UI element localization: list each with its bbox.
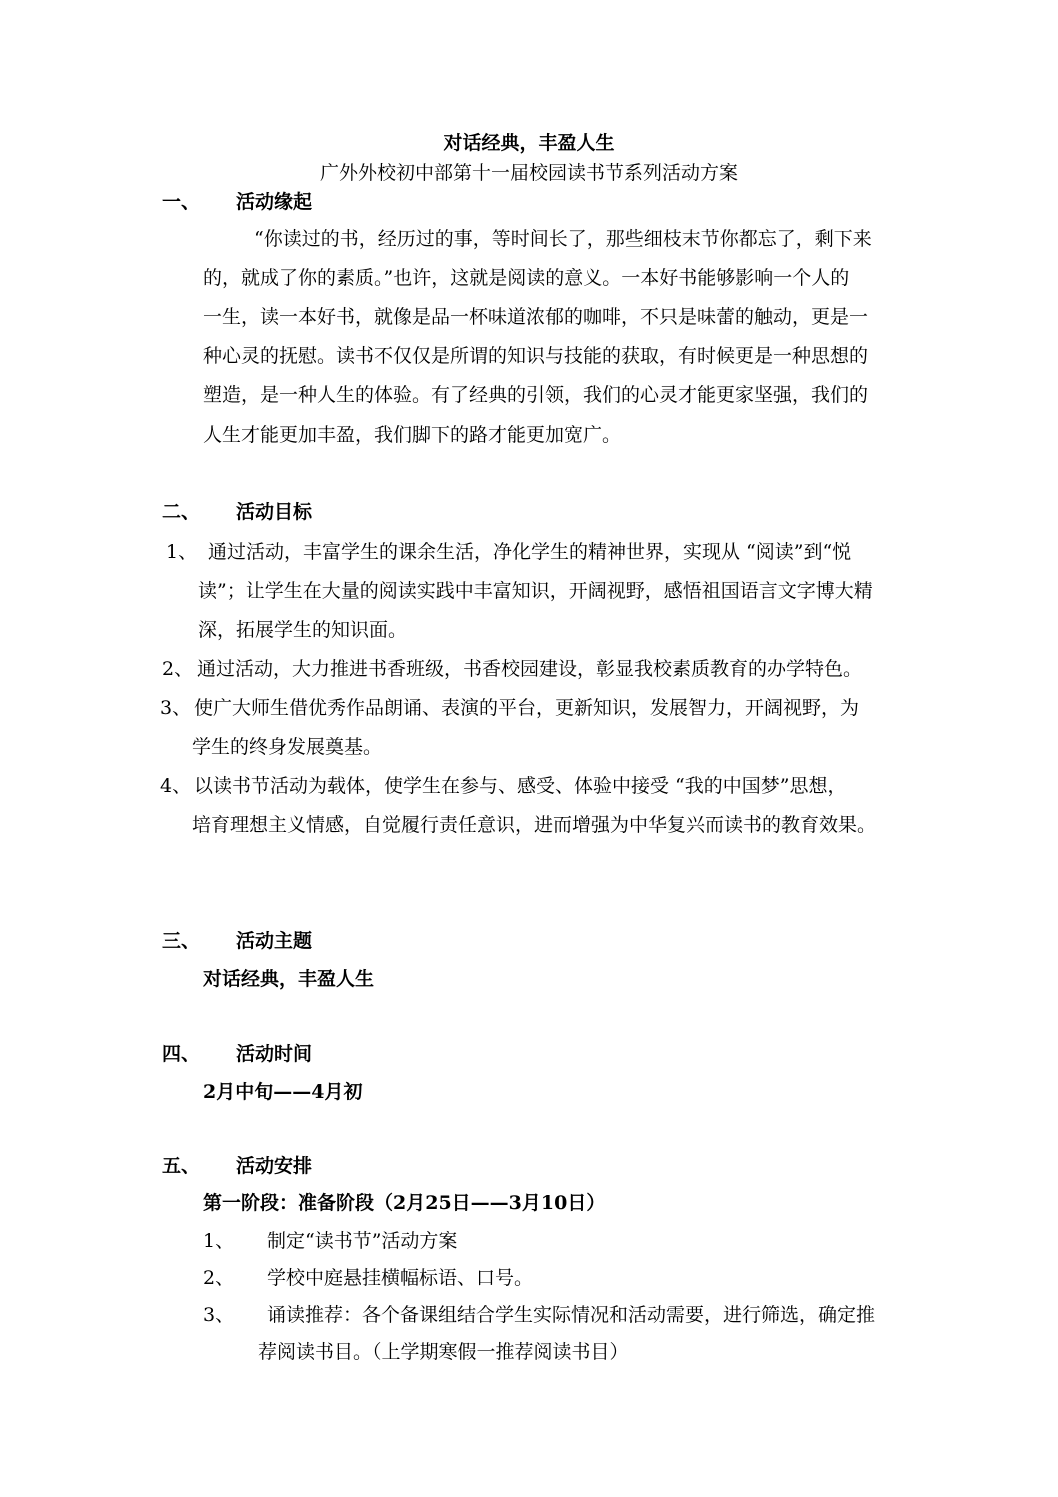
origin-line: 塑造，是一种人生的体验。有了经典的引领，我们的心灵才能更家坚强，我们的 [203,384,869,406]
document-subtitle: 广外外校初中部第十一届校园读书节系列活动方案 [319,162,738,184]
goal-3-line: 学生的终身发展奠基。 [192,736,383,758]
goal-4-line: 以读书节活动为载体，使学生在参与、感受、体验中接受 “我的中国梦”思想， [194,775,847,797]
origin-line: 一生，读一本好书，就像是品一杯味道浓郁的咖啡，不只是味蕾的触动，更是一 [203,306,869,328]
goal-4-number: 4、 [160,775,192,797]
goal-1-line: 深，拓展学生的知识面。 [198,619,408,641]
origin-line: 人生才能更加丰盈，我们脚下的路才能更加宽广。 [203,424,622,446]
section-3-title: 活动主题 [236,930,313,952]
arrangement-item-3-number: 3、 [203,1304,235,1326]
goal-4-line: 培育理想主义情感，自觉履行责任意识，进而增强为中华复兴而读书的教育效果。 [192,814,877,836]
arrangement-item-1-line: 制定“读书节”活动方案 [267,1230,458,1252]
section-2-title: 活动目标 [236,501,313,523]
goal-1-number: 1、 [166,541,198,563]
arrangement-item-2-line: 学校中庭悬挂横幅标语、口号。 [267,1267,534,1289]
section-5-number: 五、 [162,1155,201,1177]
arrangement-item-1-number: 1、 [203,1230,235,1252]
section-2-number: 二、 [162,501,201,523]
section-1-title: 活动缘起 [236,191,313,213]
goal-1-line: 通过活动，丰富学生的课余生活，净化学生的精神世界，实现从 “阅读”到“悦 [208,541,852,563]
section-1-number: 一、 [162,191,201,213]
goal-3-number: 3、 [160,697,192,719]
goal-1-line: 读”；让学生在大量的阅读实践中丰富知识，开阔视野，感悟祖国语言文字博大精 [198,580,873,602]
origin-line: “你读过的书，经历过的事，等时间长了，那些细枝末节你都忘了，剩下来 [254,228,872,250]
theme-text: 对话经典，丰盈人生 [203,968,375,990]
origin-line: 的，就成了你的素质。”也许，这就是阅读的意义。一本好书能够影响一个人的 [203,267,850,289]
section-5-title: 活动安排 [236,1155,313,1177]
goal-2-number: 2、 [162,658,194,680]
section-4-number: 四、 [162,1043,201,1065]
phase-1-title: 第一阶段：准备阶段（2月25日——3月10日） [203,1192,606,1214]
document-title: 对话经典，丰盈人生 [443,132,615,154]
arrangement-item-2-number: 2、 [203,1267,235,1289]
section-4-title: 活动时间 [236,1043,313,1065]
goal-2-line: 通过活动，大力推进书香班级，书香校园建设，彰显我校素质教育的办学特色。 [197,658,863,680]
arrangement-item-3-line: 荐阅读书目。（上学期寒假一推荐阅读书目） [258,1341,629,1363]
origin-line: 种心灵的抚慰。读书不仅仅是所谓的知识与技能的获取，有时候更是一种思想的 [203,345,869,367]
time-text: 2月中旬——4月初 [203,1081,363,1103]
section-3-number: 三、 [162,930,201,952]
goal-3-line: 使广大师生借优秀作品朗诵、表演的平台，更新知识，发展智力，开阔视野，为 [194,697,860,719]
arrangement-item-3-line: 诵读推荐：各个备课组结合学生实际情况和活动需要，进行筛选，确定推 [267,1304,876,1326]
